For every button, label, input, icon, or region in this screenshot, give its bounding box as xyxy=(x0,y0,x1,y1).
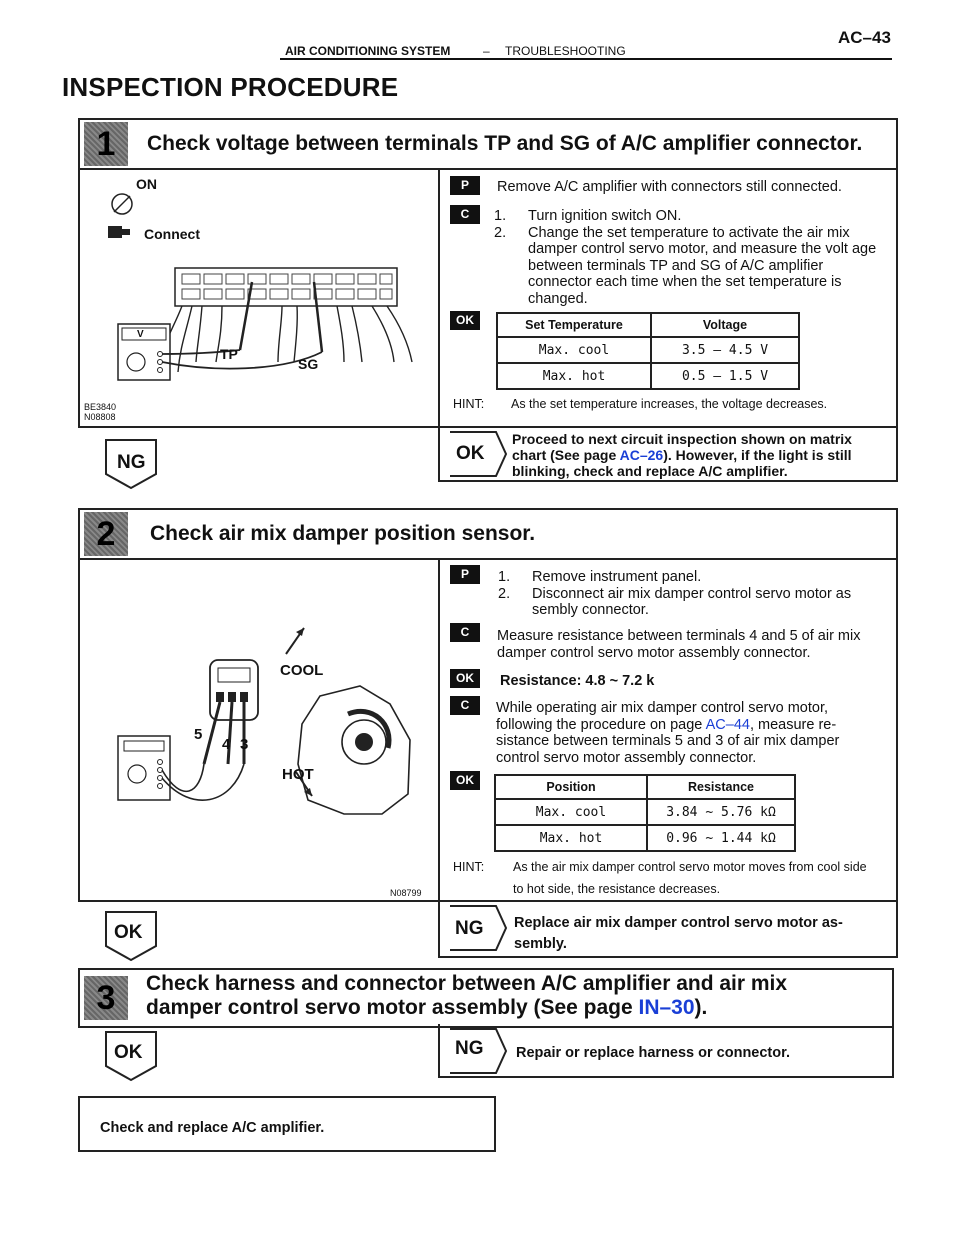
step2-cool-label: COOL xyxy=(280,662,324,679)
step1-tag-ok: OK xyxy=(450,311,480,330)
step2-prep-item: 1. Remove instrument panel. xyxy=(498,569,702,585)
step3-ok-label: OK xyxy=(114,1042,143,1063)
table-cell: 0.5 – 1.5 V xyxy=(651,363,799,389)
table-header: Resistance xyxy=(647,775,795,799)
step2-number: 2 xyxy=(84,512,128,556)
step2-divider xyxy=(438,558,440,902)
page-title: INSPECTION PROCEDURE xyxy=(62,72,399,102)
step1-check-list xyxy=(494,208,886,307)
step1-voltmeter-label: V xyxy=(137,329,144,340)
step2-tag-ok2: OK xyxy=(450,771,480,790)
step1-number: 1 xyxy=(84,122,128,166)
step1-check-item: 2. Change the set temperature to activate the air mix damper control servo motor, and measure the volt age between terminals TP and SG of A/C amplifier connector each time when the set temperature is changed. xyxy=(494,224,877,307)
step1-sg-label: SG xyxy=(298,356,319,372)
step2-title: Check air mix damper position sensor. xyxy=(150,522,536,545)
step1-tp-label: TP xyxy=(220,346,238,362)
step1-figure-ref-2: N08808 xyxy=(84,412,116,422)
page-link-ac26[interactable]: AC–26 xyxy=(619,447,664,463)
step2-prep-list xyxy=(498,569,886,619)
step2-check2-text: While operating air mix damper control servo motor, following the procedure on page AC–44, measure re- sistance between terminals 5 and 3 of air mix damper control servo motor assembly connector. xyxy=(496,700,840,766)
step2-prep-item: 2. Disconnect air mix damper control servo motor as sembly connector. xyxy=(498,585,852,618)
step1-check-item: 1. Turn ignition switch ON. xyxy=(494,208,682,224)
step2-ok-label: OK xyxy=(114,922,143,943)
step2-tag-ok1: OK xyxy=(450,669,480,688)
table-cell: Max. cool xyxy=(497,337,651,363)
step2-hint-label: HINT: xyxy=(453,860,485,874)
step1-on-label: ON xyxy=(136,176,157,192)
table-cell: Max. cool xyxy=(495,799,647,825)
step2-hot-label: HOT xyxy=(282,766,314,783)
table-cell: Max. hot xyxy=(495,825,647,851)
page-number: AC–43 xyxy=(838,28,891,47)
step1-divider xyxy=(438,168,440,428)
page-link-ac44[interactable]: AC–44 xyxy=(705,716,750,733)
step2-tag-p: P xyxy=(450,565,480,584)
header-dash: – xyxy=(483,44,490,58)
step2-terminal-5: 5 xyxy=(194,726,203,743)
step1-prep-text: Remove A/C amplifier with connectors still connected. xyxy=(497,179,842,195)
step1-ok-label: OK xyxy=(456,443,485,464)
step1-result-text: Proceed to next circuit inspection shown on matrix chart (See page AC–26). However, if the light is still blinking, check and replace A/C amplifier. xyxy=(512,431,852,479)
page-link-in30[interactable]: IN–30 xyxy=(638,996,695,1019)
step2-check1-text: Measure resistance between terminals 4 and 5 of air mix damper control servo motor assembly connector. xyxy=(497,628,861,661)
step3-result-text: Repair or replace harness or connector. xyxy=(516,1045,790,1061)
step1-hint-text: As the set temperature increases, the voltage decreases. xyxy=(511,397,828,411)
step1-figure-ref-1: BE3840 xyxy=(84,402,117,412)
step1-ng-label: NG xyxy=(117,452,146,473)
table-cell: 3.5 – 4.5 V xyxy=(651,337,799,363)
step3-title: Check harness and connector between A/C amplifier and air mix damper control servo motor assembly (See page IN–30). xyxy=(146,972,788,1019)
final-action-text: Check and replace A/C amplifier. xyxy=(100,1120,325,1136)
step2-sensor-diagram xyxy=(82,564,437,884)
connect-icon xyxy=(108,226,122,238)
table-header: Set Temperature xyxy=(497,313,651,337)
header-section: AIR CONDITIONING SYSTEM xyxy=(285,44,451,58)
step2-hint-text: As the air mix damper control servo motor moves from cool side to hot side, the resistance decreases. xyxy=(513,860,867,896)
step2-ok1-text: Resistance: 4.8 ~ 7.2 k xyxy=(500,673,655,689)
step2-ng-label: NG xyxy=(455,918,484,939)
step2-tag-c2: C xyxy=(450,696,480,715)
step2-result-text: Replace air mix damper control servo motor as- sembly. xyxy=(514,915,843,952)
step1-tag-p: P xyxy=(450,176,480,195)
step1-voltage-table xyxy=(496,312,800,390)
table-header: Voltage xyxy=(651,313,799,337)
step2-resistance-table xyxy=(494,774,796,852)
table-cell: 3.84 ~ 5.76 kΩ xyxy=(647,799,795,825)
step1-title: Check voltage between terminals TP and SG of A/C amplifier connector. xyxy=(147,132,863,155)
step3-number: 3 xyxy=(84,976,128,1020)
table-cell: 0.96 ~ 1.44 kΩ xyxy=(647,825,795,851)
damper-housing xyxy=(298,686,410,814)
step2-terminal-4: 4 xyxy=(222,736,231,753)
table-header: Position xyxy=(495,775,647,799)
step2-terminal-3: 3 xyxy=(240,736,249,753)
header-subsection: TROUBLESHOOTING xyxy=(505,44,626,58)
step1-hint-label: HINT: xyxy=(453,397,485,411)
step3-ng-label: NG xyxy=(455,1038,484,1059)
header-rule xyxy=(280,58,892,60)
step1-wiring-diagram xyxy=(82,172,437,417)
step2-tag-c1: C xyxy=(450,623,480,642)
step1-tag-c: C xyxy=(450,205,480,224)
step1-connect-label: Connect xyxy=(144,226,200,242)
step2-figure-ref: N08799 xyxy=(390,888,422,898)
table-cell: Max. hot xyxy=(497,363,651,389)
